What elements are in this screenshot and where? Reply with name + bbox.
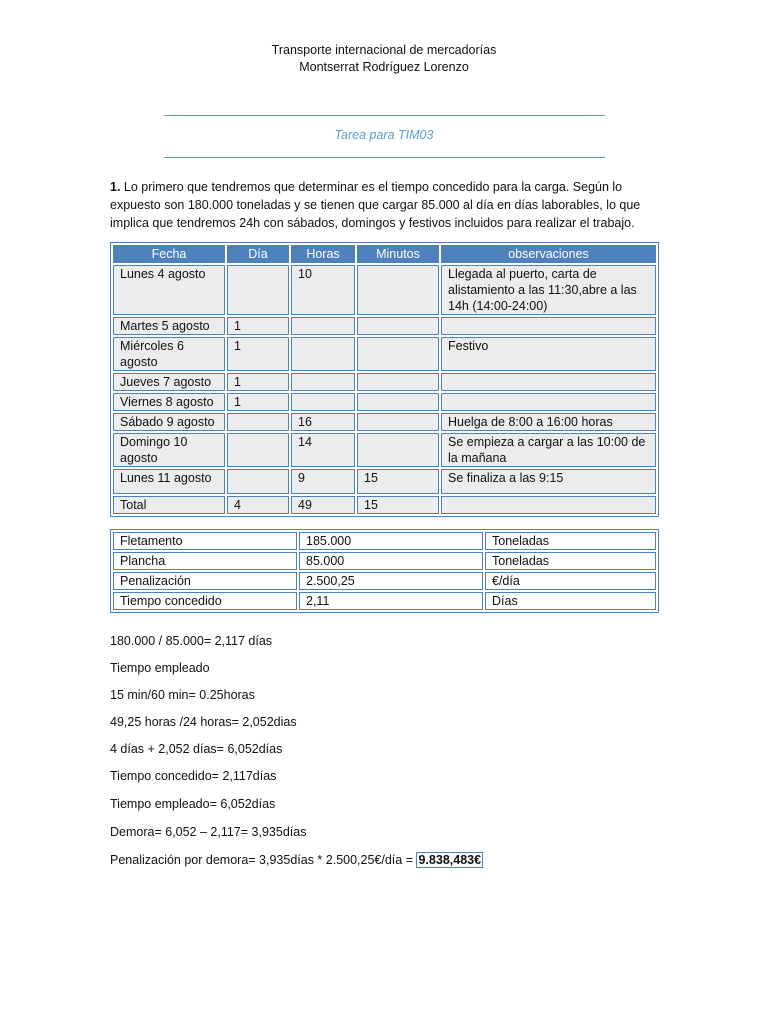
- schedule-header-row: [113, 245, 656, 263]
- summary-cell: Toneladas: [485, 532, 656, 550]
- schedule-cell: 14: [291, 433, 355, 467]
- schedule-cell: Domingo 10 agosto: [113, 433, 225, 467]
- summary-cell: 85.000: [299, 552, 483, 570]
- final-penalty-line: [110, 852, 483, 868]
- calculation-line: 15 min/60 min= 0.25horas: [110, 688, 255, 702]
- schedule-cell: 1: [227, 393, 289, 411]
- schedule-cell: [227, 413, 289, 431]
- summary-cell: 185.000: [299, 532, 483, 550]
- schedule-cell: 4: [227, 496, 289, 514]
- schedule-row: [113, 413, 656, 431]
- document-header: [0, 42, 768, 76]
- calculation-line: Demora= 6,052 – 2,117= 3,935días: [110, 825, 307, 839]
- schedule-cell: Martes 5 agosto: [113, 317, 225, 335]
- schedule-cell: 1: [227, 317, 289, 335]
- schedule-cell: 15: [357, 496, 439, 514]
- schedule-cell: Festivo: [441, 337, 656, 371]
- summary-row: [113, 552, 656, 570]
- schedule-row: [113, 433, 656, 467]
- schedule-table: [110, 242, 659, 517]
- intro-paragraph: [110, 178, 658, 232]
- schedule-cell: [441, 393, 656, 411]
- col-observaciones: observaciones: [441, 245, 656, 263]
- schedule-cell: Huelga de 8:00 a 16:00 horas: [441, 413, 656, 431]
- summary-cell: Penalización: [113, 572, 297, 590]
- schedule-cell: 16: [291, 413, 355, 431]
- summary-table: [110, 529, 659, 613]
- schedule-cell: [291, 337, 355, 371]
- schedule-cell: [441, 373, 656, 391]
- schedule-row: [113, 393, 656, 411]
- schedule-cell: [357, 393, 439, 411]
- schedule-row: [113, 265, 656, 315]
- summary-cell: 2.500,25: [299, 572, 483, 590]
- summary-cell: €/día: [485, 572, 656, 590]
- schedule-cell: Se empieza a cargar a las 10:00 de la mañana: [441, 433, 656, 467]
- schedule-cell: [441, 317, 656, 335]
- schedule-cell: Sábado 9 agosto: [113, 413, 225, 431]
- schedule-cell: [357, 433, 439, 467]
- calculation-line: Tiempo concedido= 2,117días: [110, 769, 277, 783]
- course-title: Transporte internacional de mercadorías: [271, 43, 497, 57]
- calculation-line: Tiempo empleado= 6,052días: [110, 797, 276, 811]
- col-horas: Horas: [291, 245, 355, 263]
- schedule-cell: [227, 433, 289, 467]
- bottom-divider: [164, 157, 605, 158]
- schedule-cell: 49: [291, 496, 355, 514]
- schedule-cell: [227, 265, 289, 315]
- schedule-cell: [357, 337, 439, 371]
- summary-row: [113, 592, 656, 610]
- schedule-cell: 1: [227, 373, 289, 391]
- schedule-cell: Miércoles 6 agosto: [113, 337, 225, 371]
- calculation-line: 180.000 / 85.000= 2,117 días: [110, 634, 273, 648]
- schedule-cell: Jueves 7 agosto: [113, 373, 225, 391]
- schedule-cell: [291, 373, 355, 391]
- intro-text: Lo primero que tendremos que determinar es el tiempo concedido para la carga. Según lo expuesto son 180.000 toneladas y se tienen que cargar 85.000 al día en días laborables, lo que implica que tendremos 24h con sábados, domingos y festivos incluidos para realizar el trabajo.: [110, 180, 641, 230]
- schedule-row: [113, 337, 656, 371]
- summary-cell: Fletamento: [113, 532, 297, 550]
- schedule-cell: 1: [227, 337, 289, 371]
- schedule-cell: [357, 265, 439, 315]
- schedule-cell: [357, 413, 439, 431]
- question-number: 1.: [110, 180, 121, 194]
- summary-row: [113, 532, 656, 550]
- schedule-cell: [357, 373, 439, 391]
- final-penalty-result: 9.838,483€: [418, 853, 482, 867]
- schedule-cell: Se finaliza a las 9:15: [441, 469, 656, 494]
- schedule-cell: Total: [113, 496, 225, 514]
- summary-cell: Plancha: [113, 552, 297, 570]
- schedule-cell: 9: [291, 469, 355, 494]
- summary-cell: Tiempo concedido: [113, 592, 297, 610]
- calculation-line: 4 días + 2,052 días= 6,052días: [110, 742, 283, 756]
- schedule-cell: [291, 317, 355, 335]
- schedule-cell: 10: [291, 265, 355, 315]
- schedule-row: [113, 317, 656, 335]
- summary-cell: Días: [485, 592, 656, 610]
- schedule-cell: [291, 393, 355, 411]
- final-penalty-text: Penalización por demora= 3,935días * 2.500,25€/día =: [110, 853, 417, 867]
- schedule-row: [113, 373, 656, 391]
- col-dia: Día: [227, 245, 289, 263]
- schedule-total-row: [113, 496, 656, 514]
- schedule-cell: Lunes 4 agosto: [113, 265, 225, 315]
- author-name: Montserrat Rodríguez Lorenzo: [299, 60, 469, 74]
- schedule-cell: [227, 469, 289, 494]
- schedule-cell: 15: [357, 469, 439, 494]
- schedule-row: [113, 469, 656, 494]
- calculation-line: 49,25 horas /24 horas= 2,052dias: [110, 715, 297, 729]
- summary-cell: Toneladas: [485, 552, 656, 570]
- top-divider: [164, 115, 605, 116]
- schedule-cell: Llegada al puerto, carta de alistamiento a las 11:30,abre a las 14h (14:00-24:00): [441, 265, 656, 315]
- task-title: Tarea para TIM03: [334, 128, 434, 142]
- schedule-cell: [357, 317, 439, 335]
- summary-cell: 2,11: [299, 592, 483, 610]
- schedule-cell: [441, 496, 656, 514]
- schedule-cell: Lunes 11 agosto: [113, 469, 225, 494]
- col-minutos: Minutos: [357, 245, 439, 263]
- schedule-cell: Viernes 8 agosto: [113, 393, 225, 411]
- summary-row: [113, 572, 656, 590]
- col-fecha: Fecha: [113, 245, 225, 263]
- calculation-line: Tiempo empleado: [110, 661, 210, 675]
